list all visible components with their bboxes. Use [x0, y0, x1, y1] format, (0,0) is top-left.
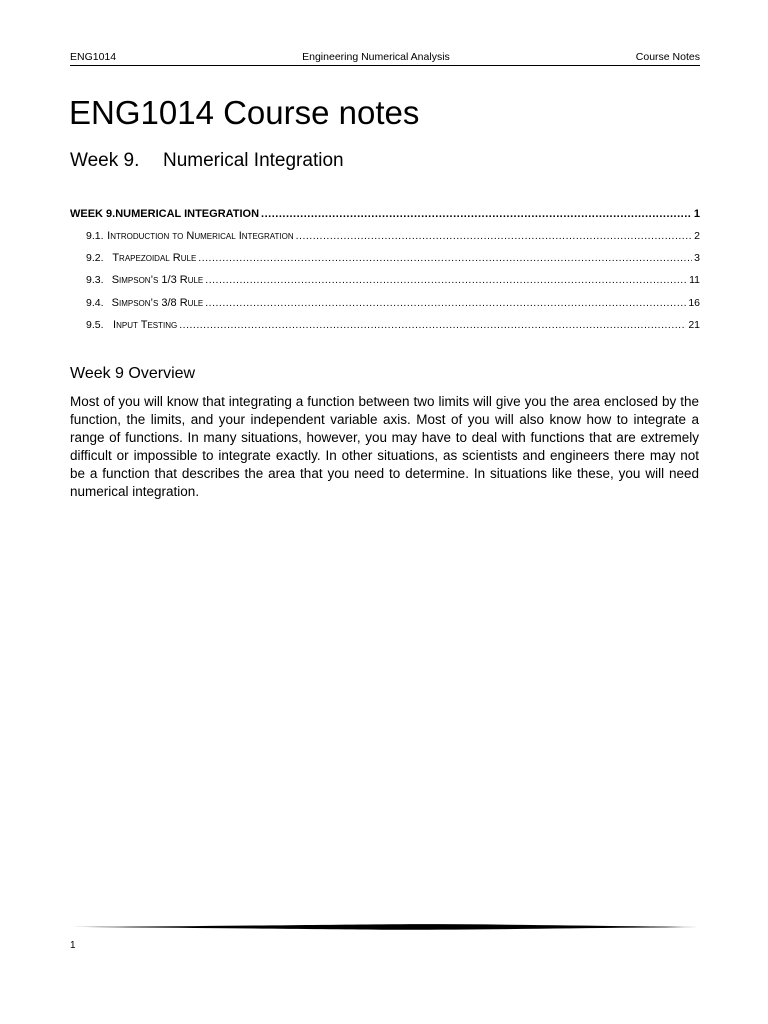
- toc-entry-number: 9.3.: [86, 274, 104, 287]
- toc-entry-page: 2: [694, 230, 700, 242]
- table-of-contents: [70, 205, 700, 338]
- toc-entry-number: 9.5.: [86, 318, 104, 331]
- toc-entry-page: 11: [689, 274, 700, 287]
- header-course-code: ENG1014: [70, 51, 117, 63]
- toc-entry-number: 9.4.: [86, 296, 104, 309]
- toc-dot-leader: [198, 249, 692, 267]
- toc-entry-page: 1: [693, 208, 700, 220]
- toc-dot-leader: [261, 205, 692, 223]
- toc-entry-title: NUMERICAL INTEGRATION: [115, 208, 260, 220]
- toc-entry-title: Simpson’s 1/3 Rule: [111, 274, 204, 287]
- toc-dot-leader: [179, 316, 686, 334]
- toc-entry-number: 9.2.: [86, 252, 104, 265]
- header-doc-type: Course Notes: [635, 51, 700, 63]
- toc-entry-title: Input Testing: [113, 318, 178, 331]
- toc-entry-intro[interactable]: [70, 227, 700, 249]
- toc-dot-leader: [205, 294, 686, 312]
- running-header: [70, 50, 700, 66]
- toc-dot-leader: [205, 271, 687, 289]
- toc-entry-page: 16: [688, 296, 700, 309]
- week-heading: [70, 150, 344, 172]
- toc-entry-title: Trapezoidal Rule: [112, 252, 197, 265]
- overview-heading: Week 9 Overview: [70, 365, 196, 382]
- document-title: ENG1014 Course notes: [69, 94, 420, 131]
- toc-entry-week[interactable]: [70, 205, 700, 227]
- toc-entry-simpson-13[interactable]: [70, 271, 700, 293]
- toc-entry-input-testing[interactable]: [70, 316, 700, 338]
- footer-rule: [72, 921, 698, 933]
- toc-entry-page: 3: [694, 252, 700, 265]
- toc-entry-number: 9.1.: [86, 230, 104, 242]
- header-course-name: Engineering Numerical Analysis: [302, 51, 450, 63]
- toc-entry-page: 21: [688, 318, 700, 331]
- overview-paragraph: Most of you will know that integrating a function between two limits will give you the area enclosed by the function, the limits, and your independent variable axis. Most of you will also know how to integrate a range of functions. In many situations, however, you may have to deal with functions that are extremely difficult or impossible to integrate exactly. In other situations, as scientists and engineers there may not be a function that describes the area that you need to determine. In situations like these, you will need numerical integration.: [70, 394, 699, 499]
- toc-entry-title: Introduction to Numerical Integration: [107, 230, 294, 242]
- week-heading-title: Numerical Integration: [163, 150, 344, 171]
- toc-entry-number: WEEK 9.: [70, 208, 116, 220]
- toc-entry-trapezoidal[interactable]: [70, 249, 700, 271]
- week-heading-number: Week 9.: [70, 150, 140, 171]
- toc-dot-leader: [296, 227, 693, 245]
- toc-entry-title: Simpson’s 3/8 Rule: [111, 296, 204, 309]
- page-number: 1: [70, 940, 76, 951]
- toc-entry-simpson-38[interactable]: [70, 294, 700, 316]
